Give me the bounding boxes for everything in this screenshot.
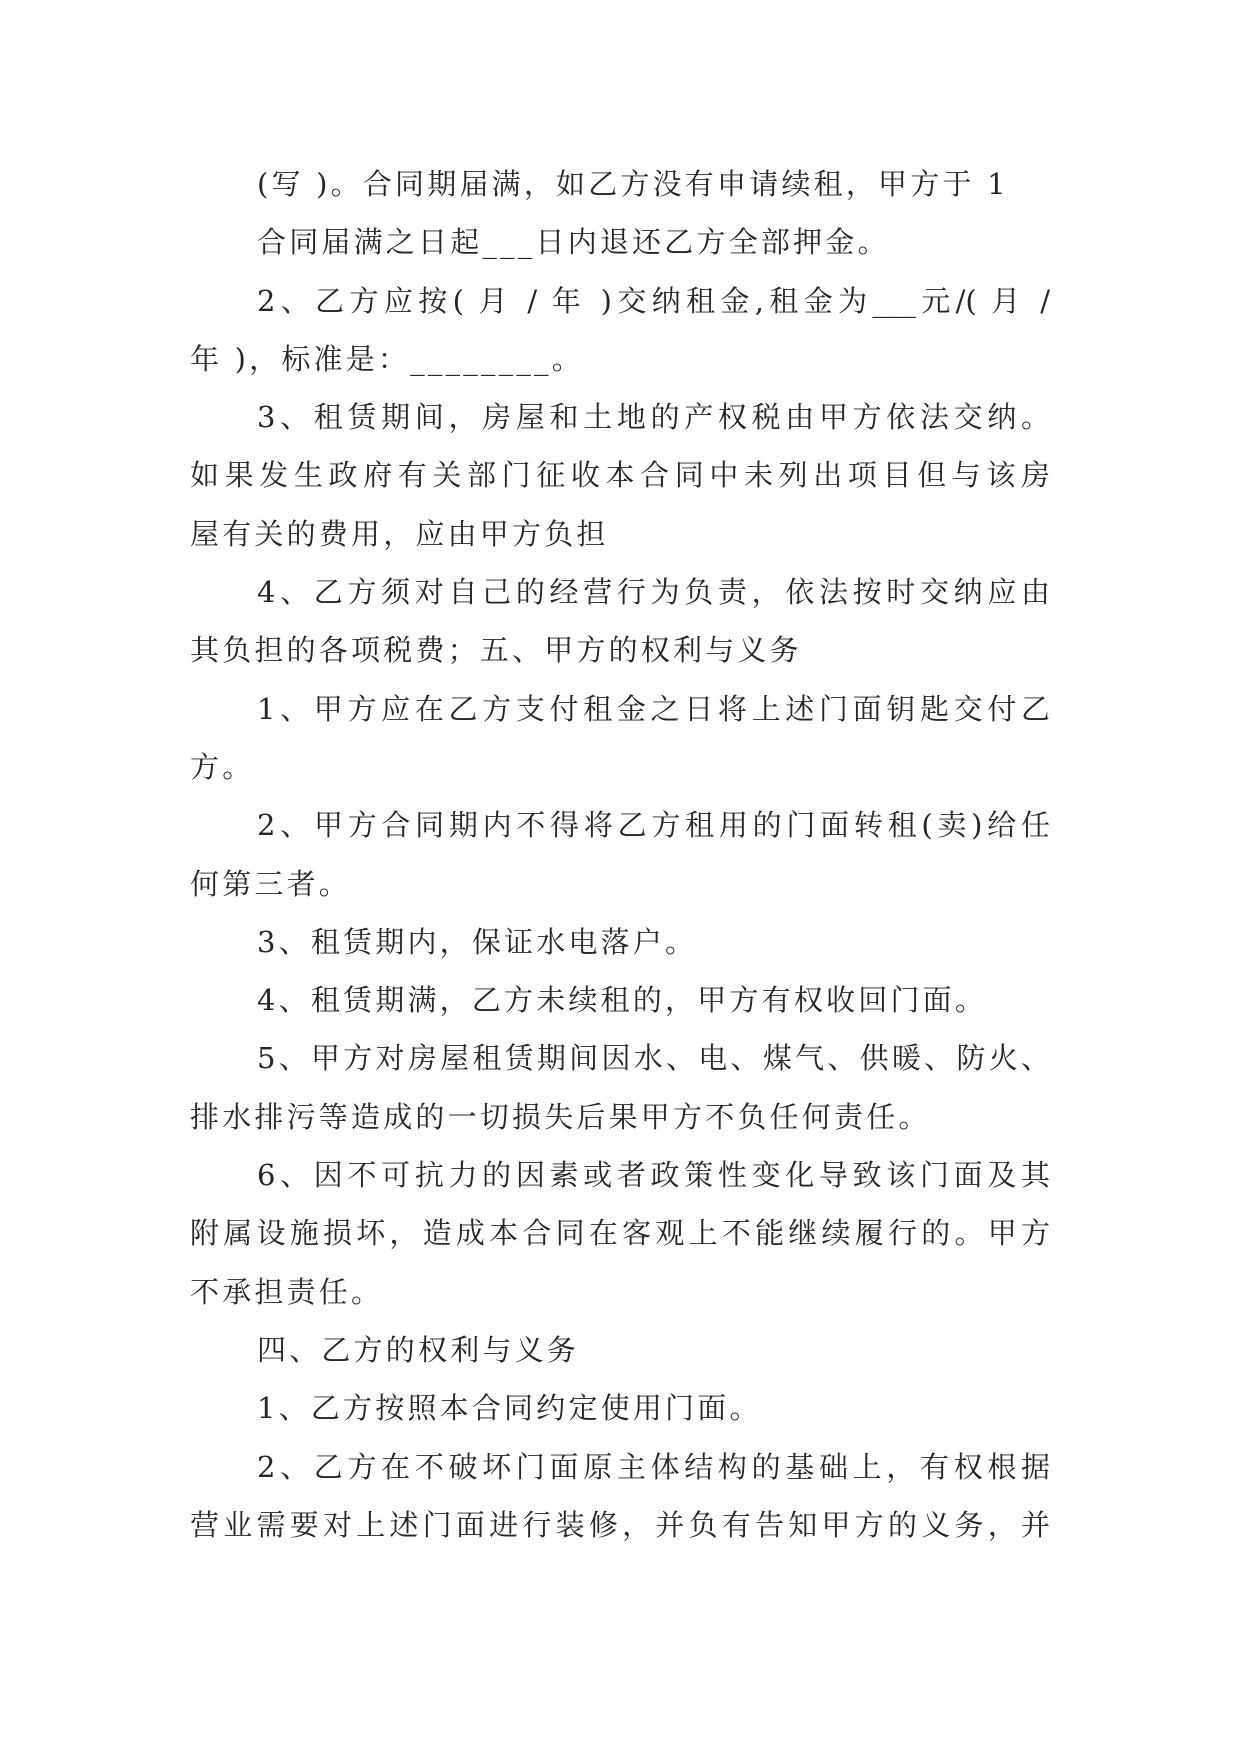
text-line: 四、乙方的权利与义务 — [257, 1332, 580, 1367]
repossession-clause — [190, 971, 1050, 1029]
deposit-refund-deadline — [190, 213, 1050, 271]
text-line: 2、乙方应按( 月 / 年 )交纳租金,租金为___元/( 月 / — [257, 283, 1050, 318]
text-line: (写 )。合同期届满，如乙方没有申请续租，甲方于 1 — [257, 167, 1009, 201]
text-line: 6、因不可抗力的因素或者政策性变化导致该门面及其 — [257, 1158, 1050, 1193]
section-heading-tenant-rights — [190, 1321, 1050, 1379]
text-line: 1、甲方应在乙方支付租金之日将上述门面钥匙交付乙 — [257, 691, 1050, 726]
tenant-tax-clause — [190, 563, 1050, 680]
utilities-clause — [190, 913, 1050, 971]
text-line: 如果发生政府有关部门征收本合同中未列出项目但与该房 — [190, 458, 1050, 493]
text-line: 不承担责任。 — [190, 1274, 384, 1309]
text-line: 2、乙方在不破坏门面原主体结构的基础上，有权根据 — [257, 1449, 1050, 1484]
no-sublease-clause — [190, 796, 1050, 913]
text-line: 2、甲方合同期内不得将乙方租用的门面转租(卖)给任 — [257, 808, 1050, 843]
text-line: 3、租赁期间，房屋和土地的产权税由甲方依法交纳。 — [257, 400, 1050, 435]
deposit-refund-text — [190, 155, 1050, 213]
text-line: 排水排污等造成的一切损失后果甲方不负任何责任。 — [190, 1099, 931, 1134]
text-line: 4、租赁期满，乙方未续租的，甲方有权收回门面。 — [257, 983, 988, 1018]
tenant-renovation-clause — [190, 1438, 1050, 1555]
document-body — [190, 155, 1050, 1554]
text-line: 营业需要对上述门面进行装修，并负有告知甲方的义务，并 — [190, 1507, 1050, 1542]
text-line: 3、租赁期内，保证水电落户。 — [257, 924, 698, 959]
text-line: 其负担的各项税费；五、甲方的权利与义务 — [190, 633, 802, 668]
text-line: 5、甲方对房屋租赁期间因水、电、煤气、供暖、防火、 — [257, 1041, 1050, 1076]
liability-exemption-clause — [190, 1029, 1050, 1146]
property-tax-clause — [190, 388, 1050, 563]
text-line: 合同届满之日起___日内退还乙方全部押金。 — [257, 225, 890, 260]
tenant-use-clause — [190, 1379, 1050, 1437]
text-line: 何第三者。 — [190, 866, 352, 901]
key-handover-clause — [190, 680, 1050, 797]
text-line: 4、乙方须对自己的经营行为负责，依法按时交纳应由 — [257, 575, 1050, 610]
text-line: 方。 — [190, 749, 255, 784]
text-line: 1、乙方按照本合同约定使用门面。 — [257, 1391, 762, 1426]
text-line: 附属设施损坏，造成本合同在客观上不能继续履行的。甲方 — [190, 1216, 1050, 1251]
force-majeure-clause — [190, 1146, 1050, 1321]
text-line: 年 )，标准是：________。 — [190, 341, 584, 376]
rent-payment-clause — [190, 272, 1050, 389]
text-line: 屋有关的费用，应由甲方负担 — [190, 516, 609, 551]
